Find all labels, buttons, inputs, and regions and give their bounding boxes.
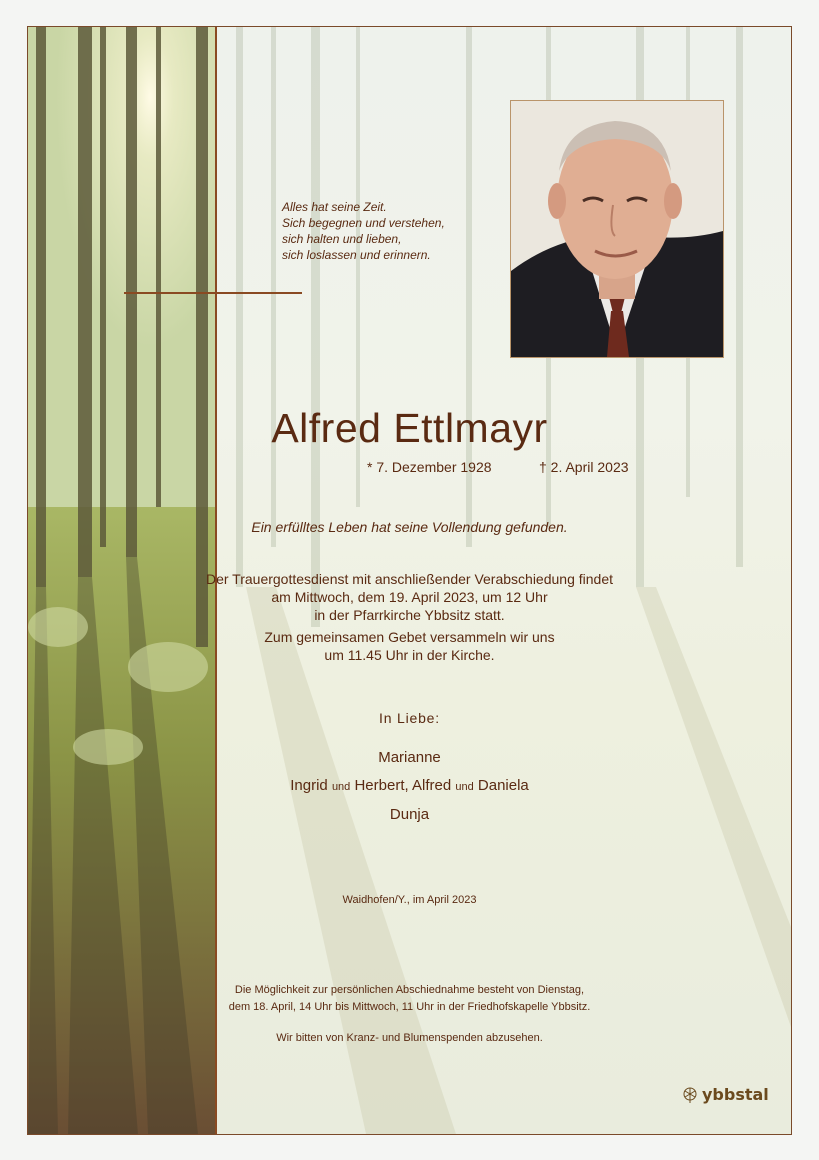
portrait-photo (510, 100, 724, 358)
mourners-list (28, 744, 791, 829)
poem-line: Sich begegnen und verstehen, (282, 216, 445, 230)
service-line: in der Pfarrkirche Ybbsitz statt. (314, 607, 505, 623)
poem (282, 199, 445, 263)
mourner-line: Marianne (378, 749, 441, 766)
farewell-info (28, 982, 791, 1016)
farewell-line: Die Möglichkeit zur persönlichen Abschiednahme besteht von Dienstag, (234, 984, 585, 996)
conjunction: und (331, 781, 351, 793)
death-date: † 2. April 2023 (539, 459, 629, 475)
prayer-line: Zum gemeinsamen Gebet versammeln wir uns (264, 629, 555, 645)
mourner-name: Herbert, Alfred (354, 777, 452, 794)
poem-line: sich loslassen und erinnern. (282, 248, 431, 262)
deceased-name: Alfred Ettlmayr (271, 405, 548, 451)
mourner-line (28, 772, 791, 801)
service-announcement (28, 570, 791, 664)
birth-date: * 7. Dezember 1928 (367, 459, 492, 475)
memorial-quote: Ein erfülltes Leben hat seine Vollendung gefunden. (251, 519, 568, 535)
service-line: Der Trauergottesdienst mit anschließender Verabschiedung findet (205, 571, 613, 587)
mourner-name: Ingrid (290, 777, 328, 794)
prayer-line: um 11.45 Uhr in der Kirche. (324, 647, 495, 663)
no-flowers-note: Wir bitten von Kranz- und Blumenspenden abzusehen. (276, 1032, 543, 1044)
cross-horizontal-line (124, 292, 302, 294)
logo-text: ybbstal (702, 1085, 769, 1104)
mourner-line: Dunja (389, 806, 430, 823)
farewell-line: dem 18. April, 14 Uhr bis Mittwoch, 11 Uhr in der Friedhofskapelle Ybbsitz. (228, 1001, 591, 1013)
poem-line: Alles hat seine Zeit. (282, 200, 387, 214)
mourner-name: Daniela (477, 777, 529, 794)
poem-line: sich halten und lieben, (282, 232, 402, 246)
service-line: am Mittwoch, dem 19. April 2023, um 12 Uhr (271, 589, 548, 605)
dandelion-icon (681, 1086, 699, 1104)
place-and-date: Waidhofen/Y., im April 2023 (342, 894, 477, 906)
conjunction: und (455, 781, 474, 793)
obituary-card (27, 26, 792, 1135)
in-love-heading: In Liebe: (379, 710, 440, 726)
ybbstal-logo (681, 1085, 769, 1104)
